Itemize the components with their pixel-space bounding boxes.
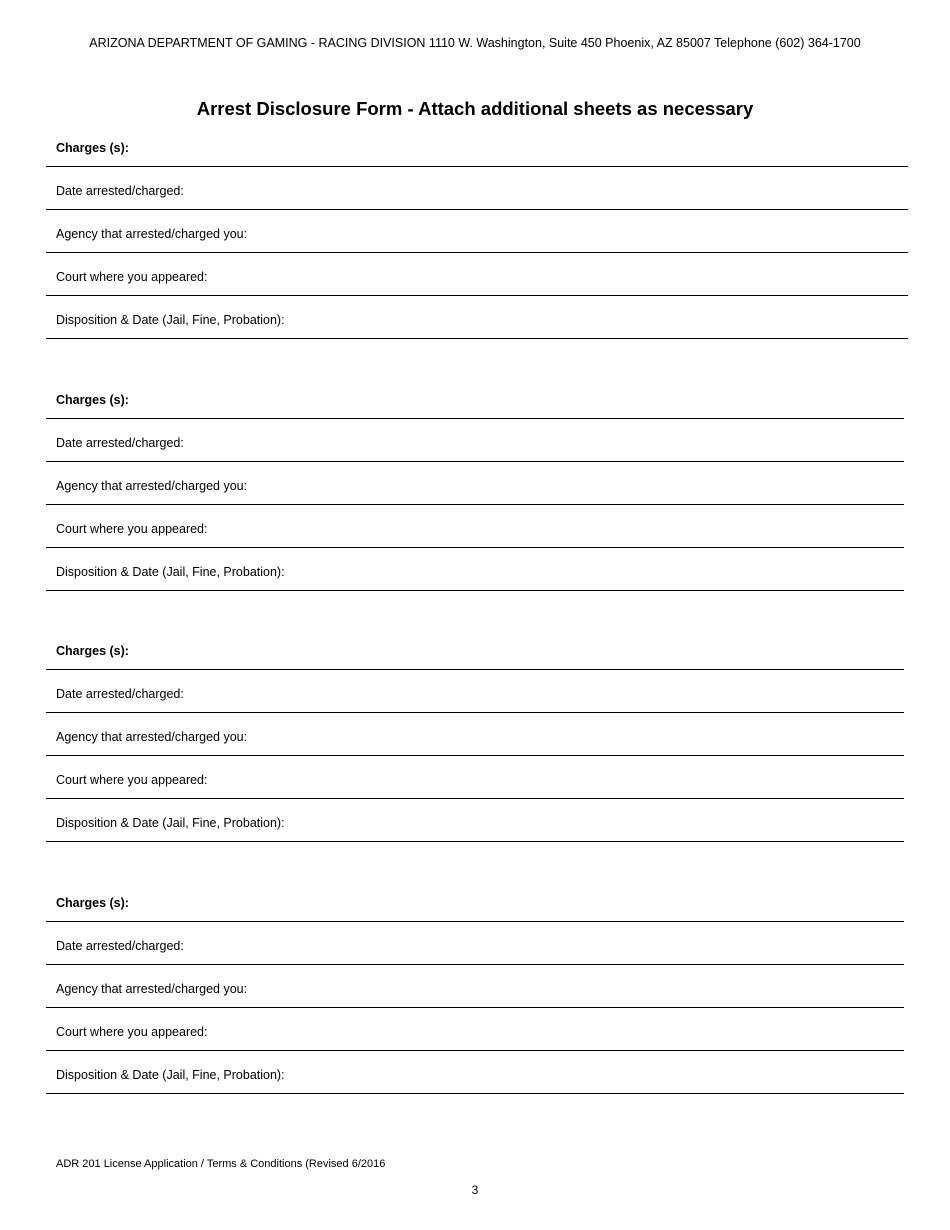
disposition-label: Disposition & Date (Jail, Fine, Probation): (56, 565, 285, 579)
agency-label: Agency that arrested/charged you: (56, 730, 248, 744)
arrest-record-block-3 (46, 627, 904, 842)
date-arrested-label: Date arrested/charged: (56, 436, 184, 450)
charges-label: Charges (s): (56, 393, 129, 407)
date-arrested-field[interactable] (46, 167, 908, 210)
charges-label: Charges (s): (56, 141, 129, 155)
agency-field[interactable] (46, 965, 904, 1008)
date-arrested-label: Date arrested/charged: (56, 687, 184, 701)
disposition-label: Disposition & Date (Jail, Fine, Probation): (56, 313, 285, 327)
court-field[interactable] (46, 756, 904, 799)
agency-label: Agency that arrested/charged you: (56, 479, 248, 493)
disposition-field[interactable] (46, 548, 904, 591)
charges-label: Charges (s): (56, 644, 129, 658)
arrest-record-block-2 (46, 376, 904, 591)
form-footer: ADR 201 License Application / Terms & Conditions (Revised 6/2016 (56, 1158, 386, 1170)
arrest-record-block-1 (46, 124, 908, 339)
charges-field[interactable] (46, 376, 904, 419)
disposition-field[interactable] (46, 296, 908, 339)
agency-field[interactable] (46, 462, 904, 505)
court-field[interactable] (46, 253, 908, 296)
arrest-record-block-4 (46, 879, 904, 1094)
court-label: Court where you appeared: (56, 522, 208, 536)
charges-label: Charges (s): (56, 896, 129, 910)
disposition-field[interactable] (46, 1051, 904, 1094)
court-label: Court where you appeared: (56, 270, 208, 284)
court-label: Court where you appeared: (56, 773, 208, 787)
agency-field[interactable] (46, 210, 908, 253)
charges-field[interactable] (46, 879, 904, 922)
page-number: 3 (471, 1183, 479, 1197)
agency-label: Agency that arrested/charged you: (56, 227, 248, 241)
court-field[interactable] (46, 1008, 904, 1051)
date-arrested-field[interactable] (46, 922, 904, 965)
disposition-label: Disposition & Date (Jail, Fine, Probation): (56, 1068, 285, 1082)
agency-field[interactable] (46, 713, 904, 756)
disposition-label: Disposition & Date (Jail, Fine, Probation): (56, 816, 285, 830)
court-field[interactable] (46, 505, 904, 548)
date-arrested-label: Date arrested/charged: (56, 184, 184, 198)
form-title: Arrest Disclosure Form - Attach additional sheets as necessary (196, 98, 754, 119)
date-arrested-field[interactable] (46, 419, 904, 462)
agency-header: ARIZONA DEPARTMENT OF GAMING - RACING DIVISION 1110 W. Washington, Suite 450 Phoenix, AZ 85007 Telephone (602) 364-1700 (89, 36, 861, 50)
date-arrested-label: Date arrested/charged: (56, 939, 184, 953)
agency-label: Agency that arrested/charged you: (56, 982, 248, 996)
court-label: Court where you appeared: (56, 1025, 208, 1039)
date-arrested-field[interactable] (46, 670, 904, 713)
disposition-field[interactable] (46, 799, 904, 842)
charges-field[interactable] (46, 124, 908, 167)
charges-field[interactable] (46, 627, 904, 670)
